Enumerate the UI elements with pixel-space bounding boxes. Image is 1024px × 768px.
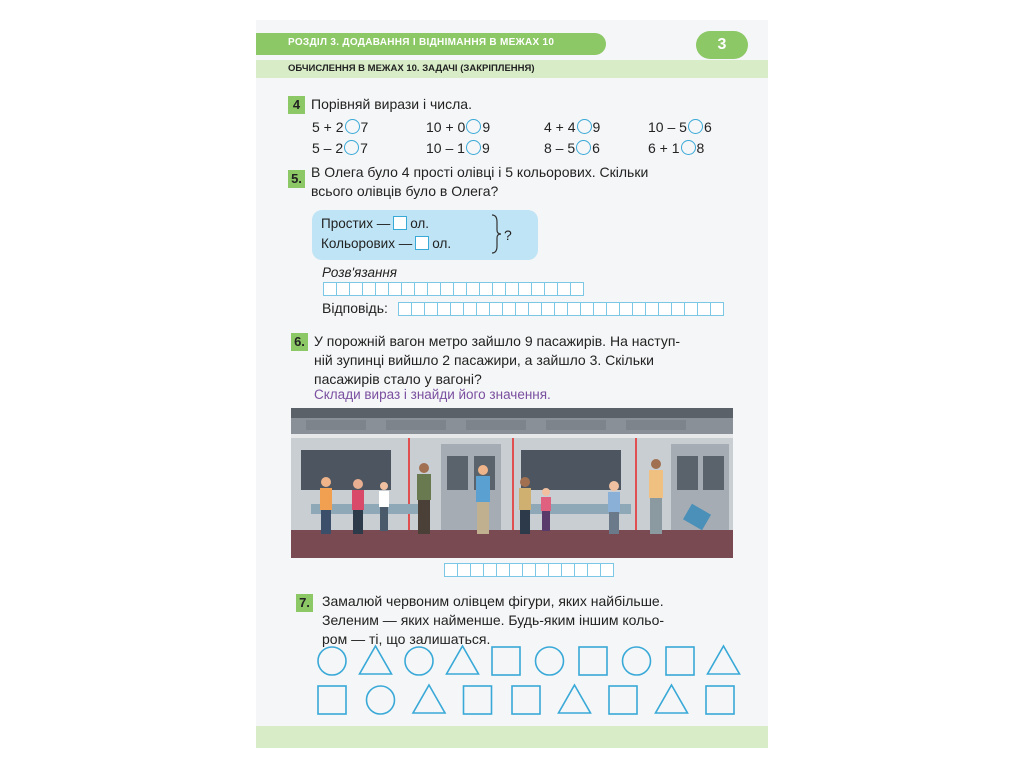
square-shape[interactable]	[579, 647, 607, 675]
task-7-line-1: Замалюй червоним олівцем фігури, яких найбільше.	[322, 593, 664, 609]
task-5-line-2: всього олівців було в Олега?	[311, 183, 499, 199]
task-6-line-3: пасажирів стало у вагоні?	[314, 371, 482, 387]
task-5-line-1: В Олега було 4 прості олівці і 5 кольорових. Скільки	[311, 164, 649, 180]
expression-grid[interactable]	[444, 563, 613, 577]
triangle-shape[interactable]	[360, 646, 392, 674]
short-condition-row: Простих — ол.	[321, 216, 430, 231]
metro-car-illustration	[291, 408, 733, 558]
triangle-shape[interactable]	[708, 646, 740, 674]
answer-grid[interactable]	[398, 302, 723, 316]
page-number: 3	[696, 31, 748, 59]
topic-title: ОБЧИСЛЕННЯ В МЕЖАХ 10. ЗАДАЧІ (ЗАКРІПЛЕННЯ)	[288, 63, 535, 74]
question-mark: ?	[504, 227, 512, 243]
circle-shape[interactable]	[536, 647, 564, 675]
triangle-shape[interactable]	[559, 685, 591, 713]
circle-shape[interactable]	[623, 647, 651, 675]
expression: 8 – 5 6	[544, 140, 600, 156]
circle-shape[interactable]	[405, 647, 433, 675]
square-shape[interactable]	[512, 686, 540, 714]
solution-grid[interactable]	[323, 282, 583, 296]
square-shape[interactable]	[609, 686, 637, 714]
answer-label: Відповідь:	[322, 300, 388, 316]
expression: 10 – 5 6	[648, 119, 712, 135]
section-title: РОЗДІЛ 3. ДОДАВАННЯ І ВІДНІМАННЯ В МЕЖАХ 10	[288, 37, 555, 48]
task-4-number: 4	[288, 96, 305, 114]
triangle-shape[interactable]	[447, 646, 479, 674]
square-shape[interactable]	[666, 647, 694, 675]
task-5-number: 5.	[288, 170, 305, 188]
expression: 4 + 4 9	[544, 119, 601, 135]
bottom-bar	[256, 726, 768, 748]
solution-label: Розв'язання	[322, 265, 398, 280]
task-7-number: 7.	[296, 594, 313, 612]
short-condition-row: Кольорових — ол.	[321, 236, 452, 251]
compare-circle[interactable]	[345, 119, 360, 134]
compare-circle[interactable]	[466, 119, 481, 134]
compare-circle[interactable]	[344, 140, 359, 155]
expression: 10 – 1 9	[426, 140, 490, 156]
task-6-line-1: У порожній вагон метро зайшло 9 пасажирів. На наступ-	[314, 333, 681, 349]
subtitle-bar	[256, 60, 768, 78]
square-shape[interactable]	[492, 647, 520, 675]
compare-circle[interactable]	[681, 140, 696, 155]
answer-box[interactable]	[415, 236, 429, 250]
shapes-area	[314, 644, 744, 724]
task-6-line-2: ній зупинці вийшло 2 пасажири, а зайшло 3. Скільки	[314, 352, 654, 368]
expression: 5 – 2 7	[312, 140, 368, 156]
task-6-number: 6.	[291, 333, 308, 351]
expression: 5 + 2 7	[312, 119, 369, 135]
circle-shape[interactable]	[318, 647, 346, 675]
brace-icon	[490, 214, 502, 254]
compare-circle[interactable]	[576, 140, 591, 155]
expression: 10 + 0 9	[426, 119, 491, 135]
compare-circle[interactable]	[688, 119, 703, 134]
section-header	[256, 33, 606, 55]
circle-shape[interactable]	[367, 686, 395, 714]
expression: 6 + 1 8	[648, 140, 705, 156]
task-7-line-2: Зеленим — яких найменше. Будь-яким іншим кольо-	[322, 612, 665, 628]
task-7-line-3: ром — ті, що залишаться.	[322, 631, 491, 647]
triangle-shape[interactable]	[413, 685, 445, 713]
answer-box[interactable]	[393, 216, 407, 230]
square-shape[interactable]	[706, 686, 734, 714]
task-4-text: Порівняй вирази і числа.	[311, 96, 472, 112]
compare-circle[interactable]	[466, 140, 481, 155]
workbook-page	[256, 20, 768, 748]
compare-circle[interactable]	[577, 119, 592, 134]
triangle-shape[interactable]	[656, 685, 688, 713]
square-shape[interactable]	[464, 686, 492, 714]
task-6-instruction: Склади вираз і знайди його значення.	[314, 387, 551, 402]
square-shape[interactable]	[318, 686, 346, 714]
